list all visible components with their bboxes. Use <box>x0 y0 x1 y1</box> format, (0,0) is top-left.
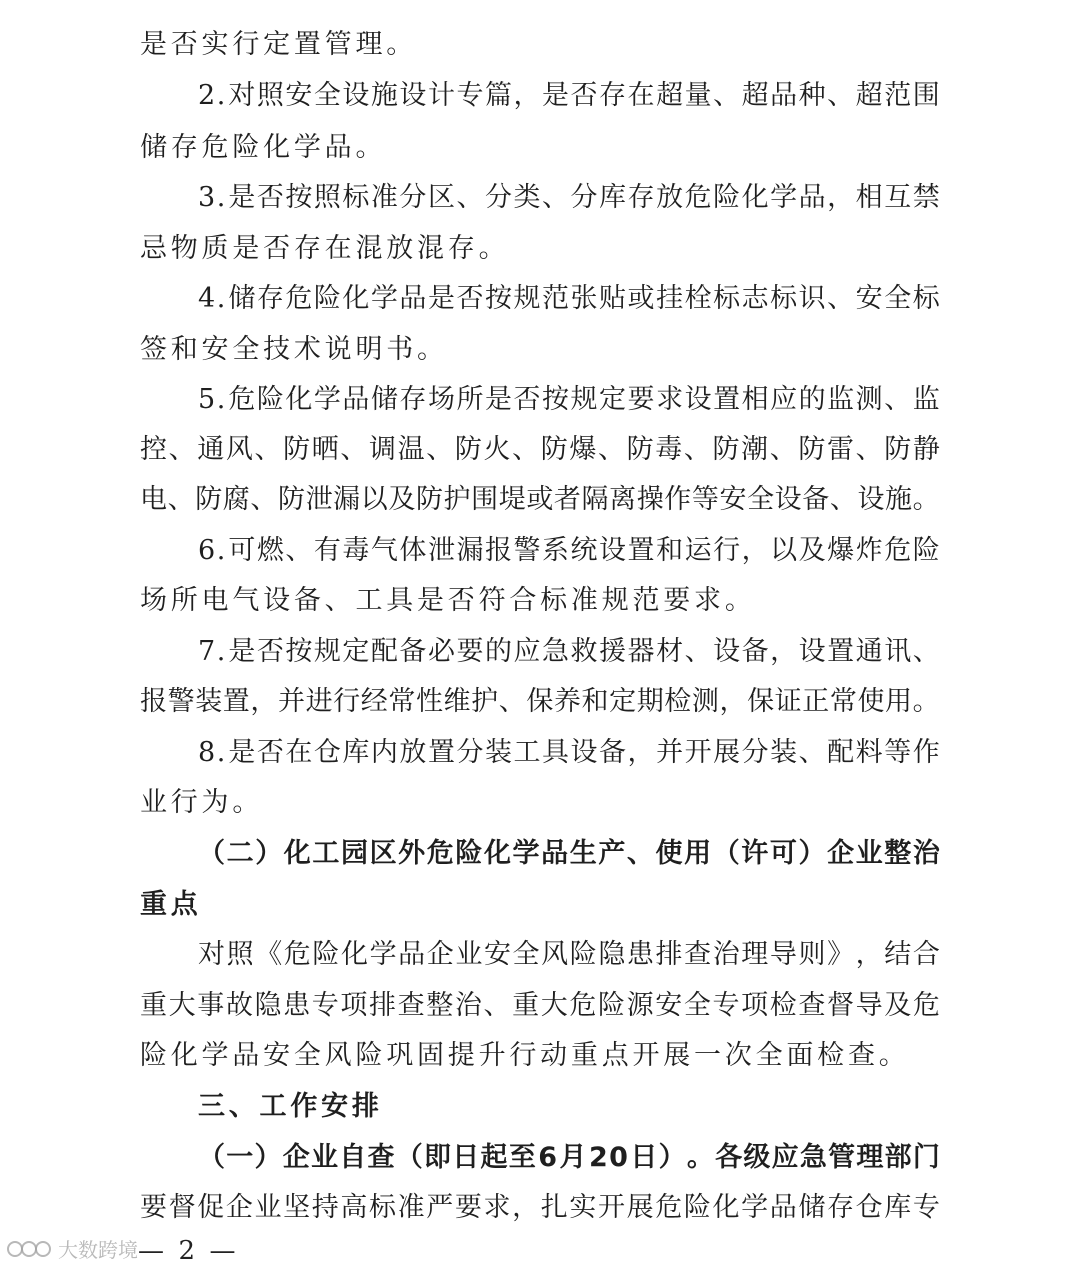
text-line: 要 督 促 企 业 坚 持 高 标 准 严 要 求 ， 扎 实 开 展 危 险 化 学 品 储 存 仓 库 专 <box>140 1192 940 1223</box>
text-line: 6 . 可 燃 、 有 毒 气 体 泄 漏 报 警 系 统 设 置 和 运 行 ， 以 及 爆 炸 危 险 <box>198 535 940 566</box>
text-line: 8 . 是 否 在 仓 库 内 放 置 分 装 工 具 设 备 ， 并 开 展 分 装 、 配 料 等 作 <box>198 737 940 768</box>
watermark <box>6 1234 138 1263</box>
text-line: 忌物质是否存在混放混存。 <box>140 233 510 264</box>
text-line: 重 大 事 故 隐 患 专 项 排 查 整 治 、 重 大 危 险 源 安 全 专 项 检 查 督 导 及 危 <box>140 990 940 1021</box>
watermark-text: 大数跨境 <box>58 1238 138 1262</box>
section-heading-continued: 重点 <box>140 889 202 920</box>
text-line: 3 . 是 否 按 照 标 准 分 区 、 分 类 、 分 库 存 放 危 险 化 学 品 ， 相 互 禁 <box>198 182 940 213</box>
text-line: 控 、 通 风 、 防 晒 、 调 温 、 防 火 、 防 爆 、 防 毒 、 防 潮 、 防 雷 、 防 静 <box>140 434 940 465</box>
chapter-heading: 三、工作安排 <box>198 1091 383 1122</box>
text-line: 场所电气设备、工具是否符合标准规范要求。 <box>140 585 756 616</box>
text-line: 对 照 《 危 险 化 学 品 企 业 安 全 风 险 隐 患 排 查 治 理 导 则 》 ， 结 合 <box>198 939 940 970</box>
text-line: 储存危险化学品。 <box>140 132 387 163</box>
section-heading: （ 二 ） 化 工 园 区 外 危 险 化 学 品 生 产 、 使 用 （ 许 可 ） 企 业 整 治 <box>198 838 940 869</box>
subsection-heading: （ 一 ） 企 业 自 查 （ 即 日 起 至 6 月 2 0 日 ） 。 各 级 应 急 管 理 部 门 <box>198 1142 940 1173</box>
text-line: 2 . 对 照 安 全 设 施 设 计 专 篇 ， 是 否 存 在 超 量 、 超 品 种 、 超 范 围 <box>198 80 940 111</box>
watermark-logo-icon <box>6 1238 54 1260</box>
text-line: 4 . 储 存 危 险 化 学 品 是 否 按 规 范 张 贴 或 挂 栓 标 志 标 识 、 安 全 标 <box>198 283 940 314</box>
text-line: 5 . 危 险 化 学 品 储 存 场 所 是 否 按 规 定 要 求 设 置 相 应 的 监 测 、 监 <box>198 384 940 415</box>
text-line: 业行为。 <box>140 787 264 818</box>
page-number: — 2 — <box>138 1236 239 1266</box>
text-line: 电 、 防 腐 、 防 泄 漏 以 及 防 护 围 堤 或 者 隔 离 操 作 等 安 全 设 备 、 设 施 。 <box>140 484 940 515</box>
text-line: 险化学品安全风险巩固提升行动重点开展一次全面检查。 <box>140 1040 910 1071</box>
text-line: 签和安全技术说明书。 <box>140 334 448 365</box>
text-line: 7 . 是 否 按 规 定 配 备 必 要 的 应 急 救 援 器 材 、 设 备 ， 设 置 通 讯 、 <box>198 636 940 667</box>
text-line: 是否实行定置管理。 <box>140 29 418 60</box>
text-line: 报 警 装 置 ， 并 进 行 经 常 性 维 护 、 保 养 和 定 期 检 测 ， 保 证 正 常 使 用 。 <box>140 686 940 717</box>
